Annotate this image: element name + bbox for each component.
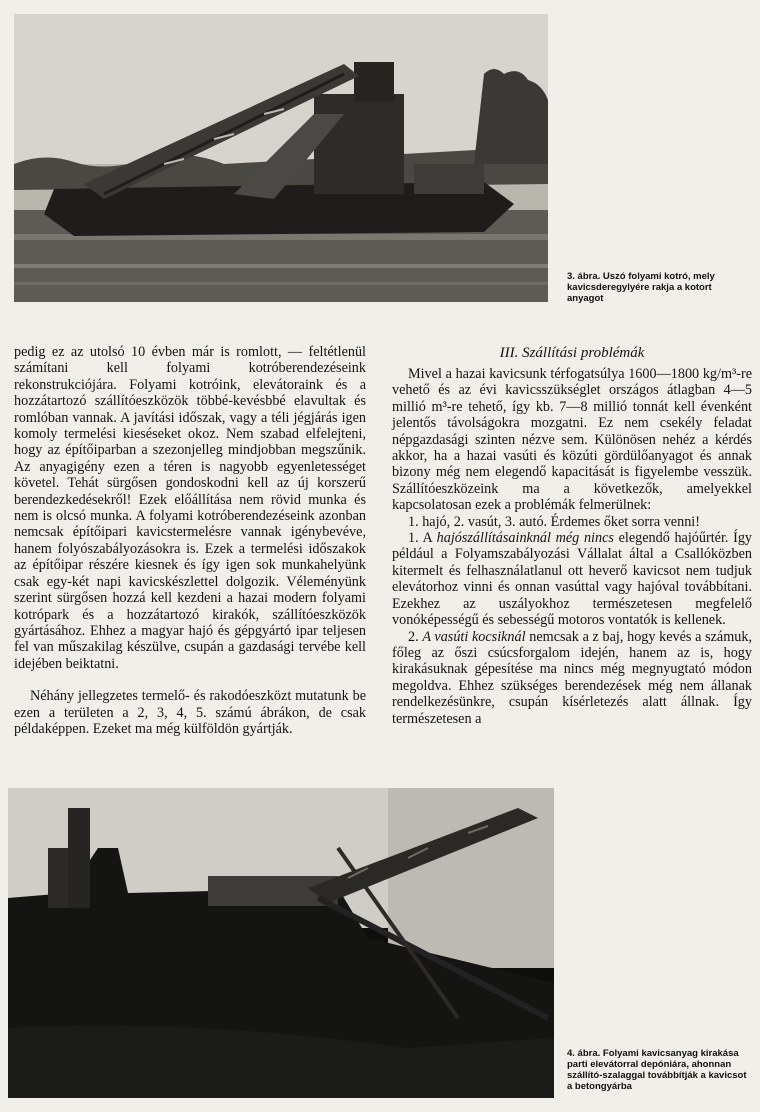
figure-4-caption: 4. ábra. Folyami kavicsanyag kirakása parti elevátorral depóniára, ahonnan szállító-szalaggal továbbítják a kavicsot a betongyárba <box>567 1048 747 1092</box>
left-paragraph-2: Néhány jellegzetes termelő- és rakodóeszközt mutatunk be ezen a területen a 2, 3, 4, 5. számú ábrákon, de csak példaképpen. Ezeket ma még külföldön gyártják. <box>14 688 366 737</box>
right-paragraph-1: Mivel a hazai kavicsunk térfogatsúlya 1600—1800 kg/m³-re vehető és az évi kavicsszükséglet országos átlagban 4—5 millió m³-re tehető, így kb. 7—8 millió tonnát kell évenként jelentős távolságokra mozgatni. Ez nem csekély feladat népgazdasági szinten nézve sem. Különösen nehéz a kérdés akkor, ha a hazai vasúti és közúti gördülőanyagot és annak bizony még nem elegendő kapacitását is figyelembe vesszük. Szállítóeszközeink ma a következők, amelyekkel kapcsolatosan ezek a problémák felmerülnek: <box>392 366 752 514</box>
figure-3-caption: 3. ábra. Uszó folyami kotró, mely kavicsderegylyére rakja a kotort anyagot <box>567 271 715 304</box>
p2-body: elegendő hajóűrtér. Így például a Folyamszabályozási Vállalat által a Csallóközben kitermelt és felhasználatlanul ott heverő kavicsot nem tudjuk elevátorhoz vinni és onnan vasúttal vagy hajóval továbbítani. Ezekhez az uszályokhoz természetesen megfelelő vonóképességű és sebességű motoros vontatók is kellenek. <box>392 530 753 629</box>
p3-body: nemcsak a z baj, hogy kevés a számuk, főleg az őszi csúcsforgalom idején, hanem az is, hogy kirakásuknak gépesítése ma nincs még megnyugtató módon megoldva. Ehhez szükséges berendezések még nem állanak rendelkezésünkre, csupán kísérletezés alatt állnak. Így természetesen a <box>392 628 752 727</box>
left-paragraph-1: pedig ez az utolsó 10 évben már is romlott, — feltétlenül számítani kell folyami kotróberendezéseink rekonstrukciójára. Folyami kotróink, elevátoraink és a hozzátartozó szállítóeszközök többé-kevésbbé elavultak és romlóban vannak. A javítási időszak, vagy a téli jégjárás igen komoly termelési kieséseket okoz. Nem szabad elfelejteni, hogy az építőiparban a szezonjelleg mindjobban megszűnik. Az anyagigény ezen a téren is nagyobb egyenletességet követel. Tehát sürgősen gondoskodni kell az új korszerű berendezkedésekről! Ezek előállítása nem rövid munka és nem is olcsó munka. A folyami kotróberendezéseink azonban nemcsak építőipari kavicstermelésre vannak igénybevéve, hanem folyószabályozásokra is. Ezek a termelési időszakok az építőipar részére kiesnek és így igen sok munkahelyünk csak egy-két napi kavicskészlettel dolgozik. Véleményünk szerint sürgősen hozzá kell kezdeni a hazai modern folyami kotrópark és a hozzátartozó kirakók, szállítóeszközök gyártásához. Ehhez a magyar hajó és gépgyártó ipar teljesen fel van műszakilag készülve, csupán a gazdasági tervébe kell idejében beiktatni. <box>14 344 366 672</box>
transport-list: 1. hajó, 2. vasút, 3. autó. Érdemes őket sorra venni! <box>408 513 700 530</box>
right-column <box>392 344 752 727</box>
p3-lead: 2. <box>408 628 419 645</box>
right-paragraph-3 <box>392 629 752 727</box>
left-column <box>14 344 366 737</box>
p3-emphasis: A vasúti kocsiknál <box>422 628 526 645</box>
elevator-photo <box>8 788 554 1098</box>
dredger-photo <box>14 14 548 302</box>
section-title: III. Szállítási problémák <box>499 345 645 361</box>
right-paragraph-2 <box>392 530 752 628</box>
p2-emphasis: hajószállításainknál még nincs <box>436 530 614 547</box>
p2-lead: 1. A <box>408 530 432 547</box>
